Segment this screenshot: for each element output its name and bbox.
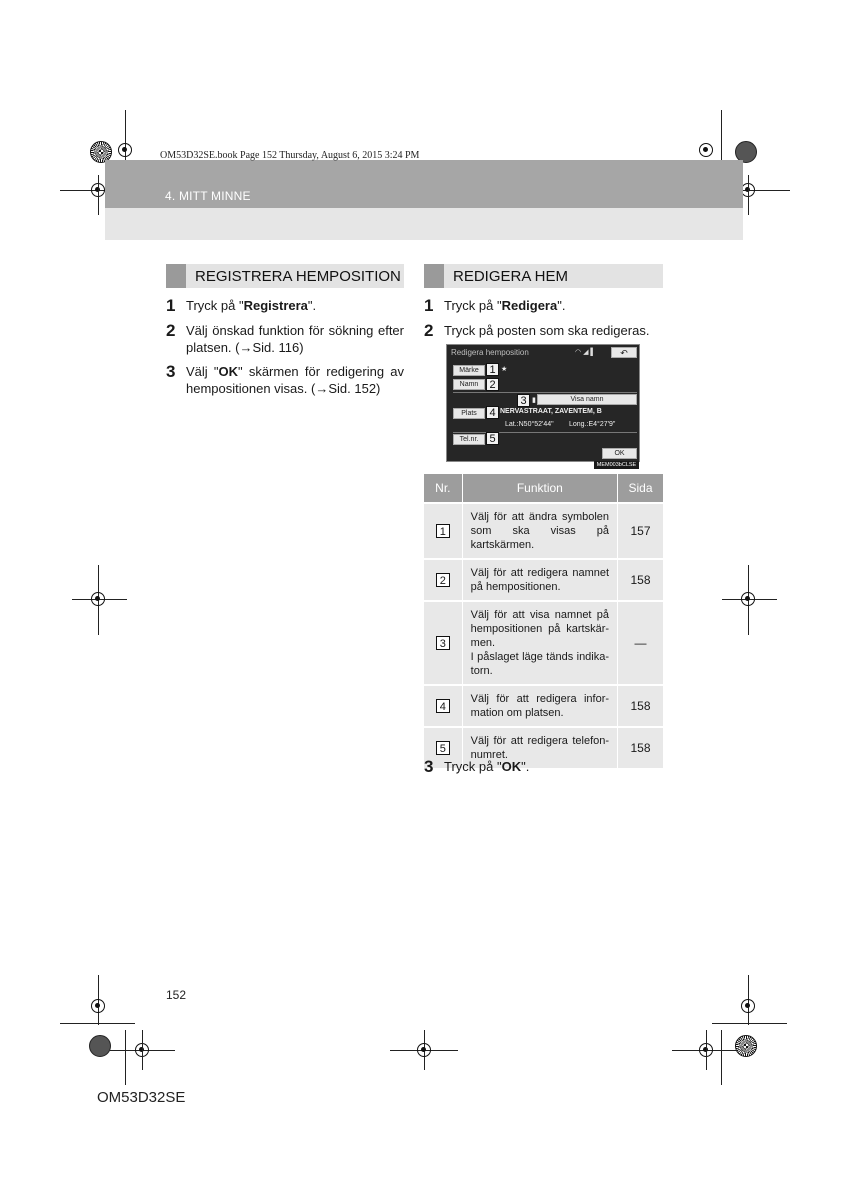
section-title-registrera — [166, 264, 404, 288]
indicator-icon: ▮ — [532, 397, 536, 404]
battery-icon: ▌ — [590, 349, 596, 356]
registration-target-icon — [741, 183, 755, 197]
screen-star-icon: ★ — [501, 366, 508, 373]
telnr-button[interactable]: Tel.nr. — [453, 434, 485, 445]
row-number-box: 1 — [436, 524, 450, 538]
header-subband — [105, 208, 743, 240]
row-function-cell: Välj för att redigera namnet på hempositionen. — [462, 559, 617, 601]
registration-target-icon — [699, 1043, 713, 1057]
document-code: OM53D32SE — [97, 1089, 186, 1106]
image-code: MEM003bCLSE — [594, 461, 639, 469]
latitude-text: Lat.:N50°52'44" — [505, 421, 554, 428]
header-nr: Nr. — [424, 474, 462, 503]
screen-illustration — [446, 344, 640, 462]
registration-target-icon — [91, 592, 105, 606]
plats-divider — [453, 432, 637, 433]
namn-button[interactable]: Namn — [453, 379, 485, 390]
right-step-2 — [424, 322, 663, 339]
back-button[interactable] — [611, 347, 637, 358]
table-row — [424, 559, 663, 601]
step-text: Välj önskad funktion för sökning efter platsen. (→Sid. 116) — [186, 323, 404, 355]
step-text: Välj "OK" skärmen för redigering av hempositionen visas. (→Sid. 152) — [186, 364, 404, 396]
print-book-line: OM53D32SE.book Page 152 Thursday, August 6, 2015 3:24 PM — [160, 150, 420, 161]
left-step-2 — [166, 322, 404, 356]
marke-button[interactable]: Märke — [453, 365, 485, 376]
left-step-1 — [166, 297, 404, 314]
row-function-cell: Välj för att redigera telefon-numret. — [462, 727, 617, 768]
callout-1: 1 — [486, 363, 499, 376]
step-bold-term: OK — [501, 759, 522, 774]
longitude-text: Long.:E4°27'9" — [569, 421, 616, 428]
visa-namn-button[interactable]: Visa namn — [537, 394, 637, 405]
row-page-cell: — — [618, 601, 663, 685]
name-divider — [453, 392, 637, 393]
callout-4: 4 — [486, 406, 499, 419]
wifi-icon: ◠ — [575, 349, 582, 356]
step-number: 1 — [424, 296, 434, 315]
page-number: 152 — [166, 988, 187, 1002]
table-row — [424, 685, 663, 727]
row-page-cell: 158 — [618, 685, 663, 727]
row-function-cell: Välj för att visa namnet på hempositionen på kartskär-men. I påslaget läge tänds indika-torn. — [462, 601, 617, 685]
row-number-cell — [424, 601, 462, 685]
registration-target-icon — [699, 143, 713, 157]
step-number: 2 — [424, 321, 434, 340]
right-step-3 — [424, 758, 663, 775]
row-number-box: 2 — [436, 573, 450, 587]
screen-title: Redigera hemposition — [451, 348, 529, 357]
right-step-1 — [424, 297, 663, 314]
step-number: 3 — [424, 757, 434, 776]
step-number: 1 — [166, 296, 176, 315]
step-bold-term: Registrera — [243, 298, 308, 313]
row-number-cell — [424, 685, 462, 727]
registration-target-icon — [741, 999, 755, 1013]
section-tab — [424, 264, 444, 288]
chapter-title: 4. MITT MINNE — [165, 189, 251, 203]
section-tab — [166, 264, 186, 288]
step-bold-term: OK — [218, 364, 238, 379]
row-page-cell: 158 — [618, 727, 663, 768]
section-title-text: REDIGERA HEM — [453, 267, 569, 285]
step-number: 2 — [166, 321, 176, 340]
registration-target-icon — [118, 143, 132, 157]
step-text: Tryck på "Redigera". — [444, 298, 566, 313]
row-function-cell: Välj för att ändra symbolen som ska visas på kartskärmen. — [462, 503, 617, 559]
registration-solid-icon — [89, 1035, 111, 1057]
screen-status-icons — [575, 348, 595, 356]
section-title-redigera — [424, 264, 663, 288]
step-text: Tryck på "Registrera". — [186, 298, 317, 313]
row-number-box: 4 — [436, 699, 450, 713]
table-row — [424, 503, 663, 559]
address-text: NERVASTRAAT, ZAVENTEM, B — [500, 408, 602, 415]
callout-3: 3 — [517, 394, 530, 407]
step-number: 3 — [166, 362, 176, 381]
ok-button[interactable]: OK — [602, 448, 637, 459]
step-bold-term: Redigera — [501, 298, 558, 313]
back-arrow-icon: ↶ — [620, 348, 628, 358]
registration-target-icon — [741, 592, 755, 606]
row-function-cell: Välj för att redigera infor-mation om platsen. — [462, 685, 617, 727]
row-number-box: 5 — [436, 741, 450, 755]
left-step-3 — [166, 363, 404, 397]
header-funktion: Funktion — [462, 474, 617, 503]
table-row — [424, 601, 663, 685]
step-text: Tryck på "OK". — [444, 759, 530, 774]
function-table — [424, 474, 663, 768]
callout-5: 5 — [486, 432, 499, 445]
plats-button[interactable]: Plats — [453, 408, 485, 419]
registration-target-icon — [91, 183, 105, 197]
header-sida: Sida — [618, 474, 663, 503]
row-page-cell: 158 — [618, 559, 663, 601]
registration-star-icon — [735, 1035, 757, 1057]
callout-2: 2 — [486, 378, 499, 391]
section-title-text: REGISTRERA HEMPOSITION — [195, 267, 401, 285]
row-number-cell — [424, 503, 462, 559]
row-page-cell: 157 — [618, 503, 663, 559]
row-number-cell — [424, 559, 462, 601]
table-header-row — [424, 474, 663, 503]
registration-target-icon — [91, 999, 105, 1013]
registration-target-icon — [135, 1043, 149, 1057]
signal-icon: ◢ — [583, 349, 589, 356]
step-text: Tryck på posten som ska redigeras. — [444, 323, 650, 338]
row-number-box: 3 — [436, 636, 450, 650]
registration-target-icon — [417, 1043, 431, 1057]
